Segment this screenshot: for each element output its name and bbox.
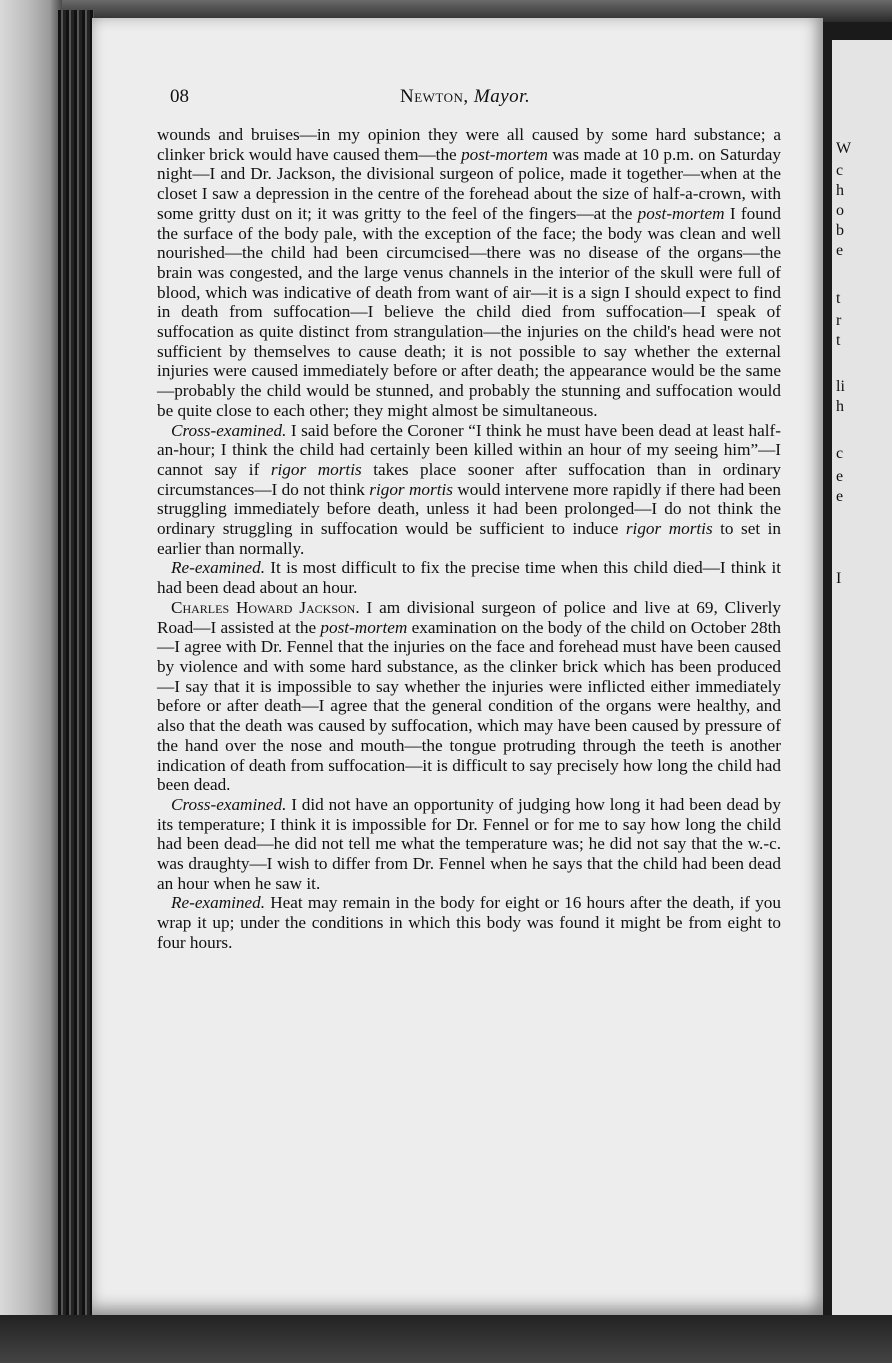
facing-page-fragment: b bbox=[836, 222, 844, 239]
paragraph-cross-examined-jackson: Cross-examined. I did not have an opportunity of judging how long it had been dead by its temperature; I think it is impossible for Dr. Fennel or for me to say how long the child had been dead—he did not tell me what the temperature was; he did not say that the w.-c. was draughty—I wish to differ from Dr. Fennel when he says that the child had been dead an hour when he saw it. bbox=[157, 794, 781, 893]
section-label: Re-examined. bbox=[171, 893, 266, 913]
scan-left-edge bbox=[0, 0, 62, 1363]
facing-page-fragment: e bbox=[836, 468, 844, 485]
section-label: Cross-examined. bbox=[171, 794, 287, 814]
facing-page-edge bbox=[832, 40, 892, 1315]
facing-page-fragment: e bbox=[836, 242, 844, 259]
running-head-author: Newton, bbox=[400, 86, 469, 107]
page-number: 08 bbox=[170, 86, 189, 107]
section-label: Cross-examined. bbox=[171, 420, 287, 440]
facing-page-fragment: o bbox=[836, 202, 844, 219]
running-head bbox=[400, 86, 530, 108]
facing-page-fragment: h bbox=[836, 182, 844, 199]
facing-page-fragment: t bbox=[836, 290, 841, 307]
paragraph-re-examined-jackson: Re-examined. Heat may remain in the body for eight or 16 hours after the death, if you wrap it up; under the conditions in which this body was found it might be from eight to four hours. bbox=[157, 893, 781, 952]
paragraph-re-examined-fennel: Re-examined. It is most difficult to fix the precise time when this child died—I think it had been dead about an hour. bbox=[157, 558, 782, 598]
witness-name: Charles Howard Jackson. bbox=[171, 597, 360, 617]
paragraph-jackson-evidence: Charles Howard Jackson. I am divisional surgeon of police and live at 69, Cliverly Road—I assisted at the post-mortem examination on the body of the child on October 28th—I agree with Dr. Fennel that the injuries on the face and forehead must have been caused by violence and with some hard substance, as the clinker brick which has been produced—I say that it is impossible to say whether the injuries were inflicted either immediately before or after death—I agree that the general condition of the organs were healthy, and also that the death was caused by suffocation, which may have been caused by pressure of the hand over the nose and mouth—the tongue protruding through the teeth is another indication of death from suffocation—it is difficult to say precisely how long the child had been dead. bbox=[157, 597, 781, 795]
facing-page-fragment: r bbox=[836, 312, 842, 329]
section-label: Re-examined. bbox=[171, 558, 266, 578]
facing-page-fragment: t bbox=[836, 332, 841, 349]
facing-page-fragment: W bbox=[836, 140, 852, 157]
facing-page-fragment: h bbox=[836, 398, 844, 415]
page-body bbox=[157, 125, 781, 953]
facing-page-fragment: c bbox=[836, 445, 844, 462]
book-spine bbox=[58, 10, 94, 1315]
facing-page-fragment: I bbox=[836, 570, 842, 587]
running-head-role: Mayor. bbox=[473, 86, 531, 107]
paragraph-cross-examined-fennel: Cross-examined. I said before the Coroner “I think he must have been dead at least half-an-hour; I think the child had certainly been killed within an hour of my seeing him”—I cannot say if rigor mortis takes place sooner after suffocation than in ordinary circumstances—I do not think rigor mortis would intervene more rapidly if there had been struggling immediately before death, unless it had been prolonged—I do not think the ordinary struggling in suffocation would be sufficient to induce rigor mortis to set in earlier than normally. bbox=[157, 420, 782, 558]
facing-page-fragment: li bbox=[836, 378, 845, 395]
scan-bottom-edge bbox=[0, 1315, 892, 1363]
facing-page-fragment: e bbox=[836, 488, 844, 505]
paragraph-fennel-evidence: wounds and bruises—in my opinion they were all caused by some hard substance; a clinker brick would have caused them—the post-mortem was made at 10 p.m. on Saturday night—I and Dr. Jackson, the divisional surgeon of police, made it together—when at the closet I saw a depression in the centre of the forehead about the size of half-a-crown, with some gritty dust on it; it was gritty to the feel of the fingers—at the post-mortem I found the surface of the body pale, with the exception of the face; the body was clean and well nourished—the child had been circumcised—there was no disease of the organs—the brain was congested, and the large venus channels in the interior of the skull were full of blood, which was indicative of death from want of air—it is a sign I should expect to find in death from suffocation—I believe the child died from suffocation—I speak of suffocation as quite distinct from strangulation—the injuries on the child's head were not sufficient by themselves to cause death; it is not possible to say whether the external injuries were caused immediately before or after death; the appearance would be the same—probably the child would be stunned, and probably the stunning and suffocation would be quite close to each other; they might almost be simultaneous. bbox=[157, 125, 782, 420]
facing-page-fragment: c bbox=[836, 162, 844, 179]
